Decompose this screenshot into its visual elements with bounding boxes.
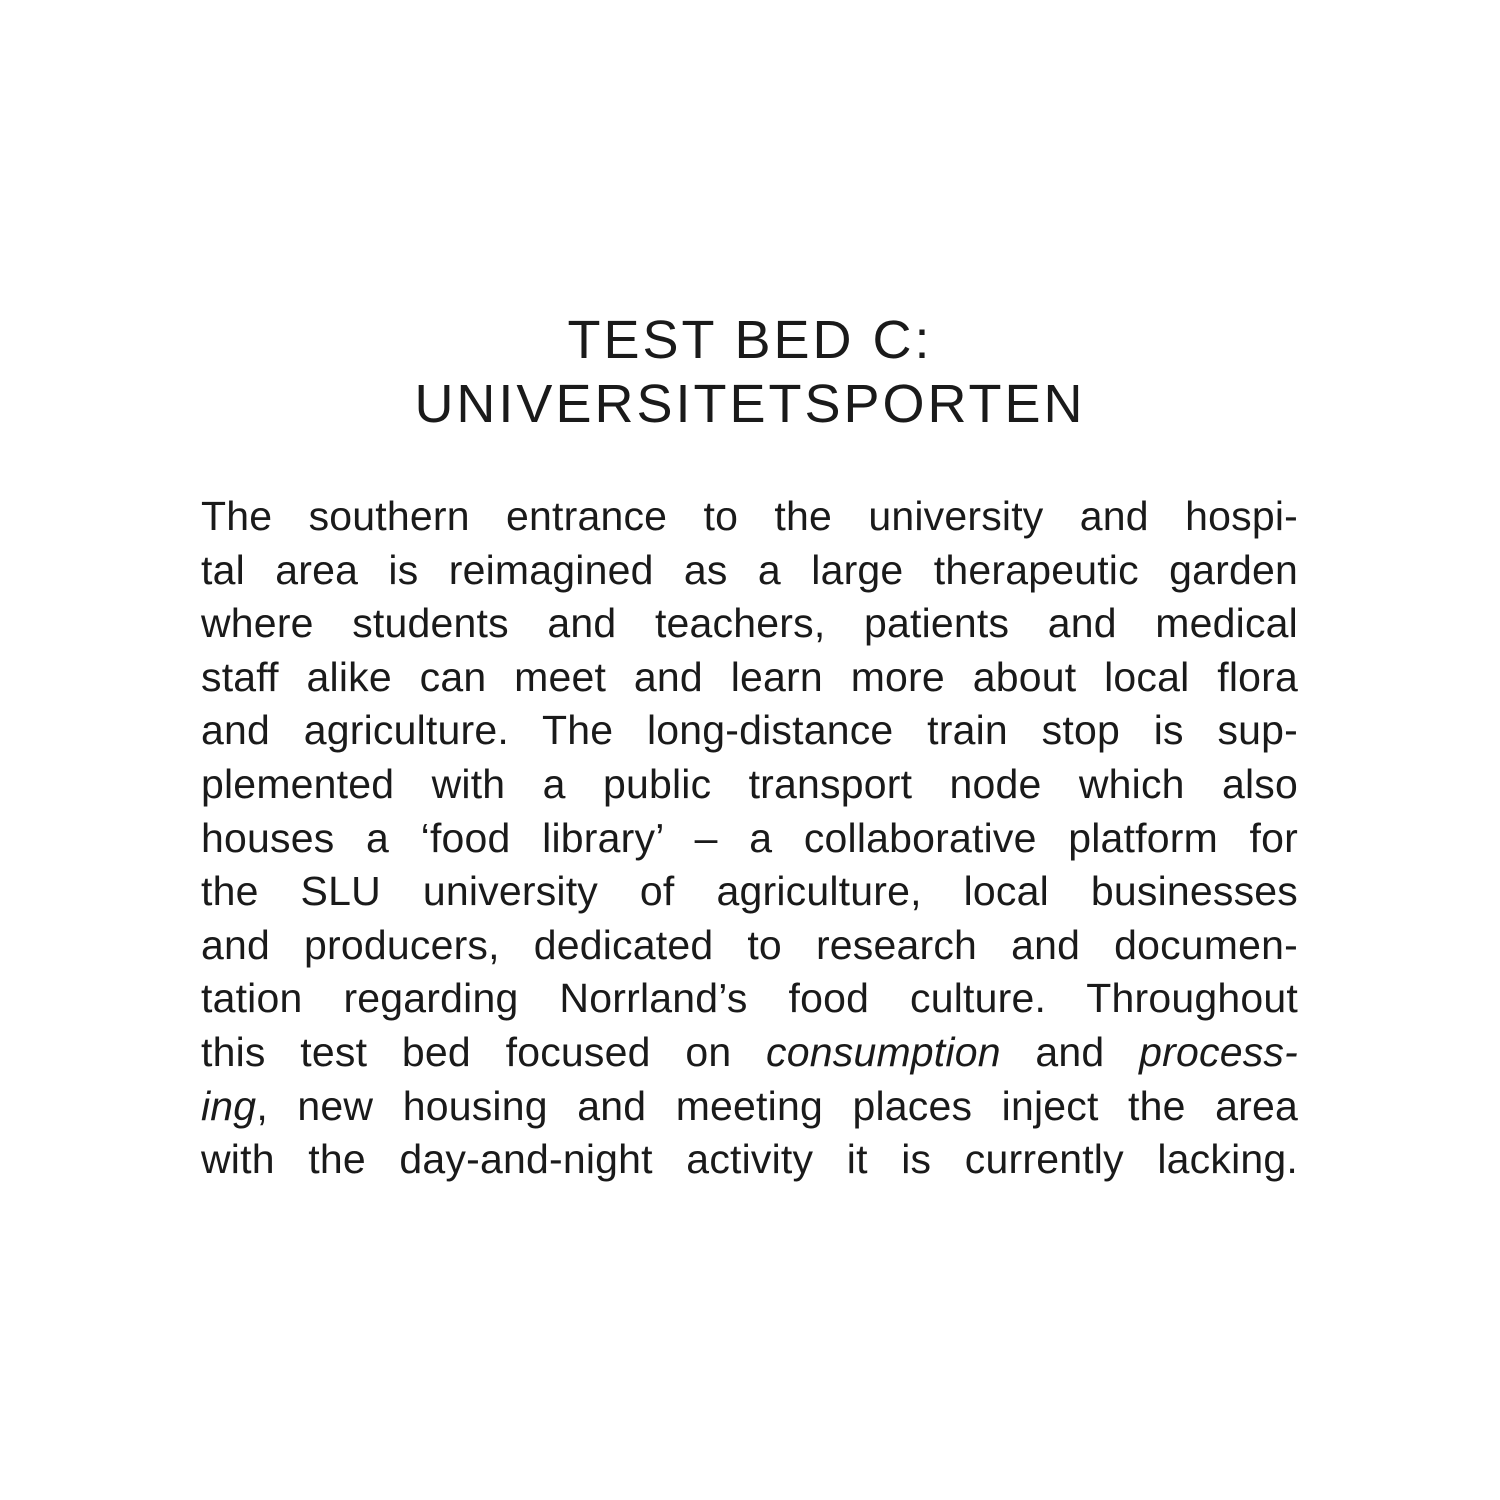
paragraph-line: staff alike can meet and learn more about local flora [201,653,1298,700]
line-text: , new housing and meeting places inject the area [256,1082,1298,1129]
paragraph-line: and agriculture. The long-distance train stop is sup- [201,707,1298,754]
paragraph-line [201,1080,1298,1134]
paragraph-line: with the day-and-night activity it is currently lacking. [201,1136,1298,1183]
emphasis-processing: process- [1139,1028,1298,1075]
line-text: and [1000,1028,1140,1075]
paragraph-line: houses a ‘food library’ – a collaborative platform for [201,814,1298,861]
paragraph-line: tation regarding Norrland’s food culture. Throughout [201,975,1298,1022]
paragraph-line [201,1026,1298,1080]
emphasis-consumption: consumption [766,1028,1001,1075]
title-line-1: TEST BED C: [567,310,933,370]
title-line-2: UNIVERSITETSPORTEN [414,374,1086,434]
paragraph-line: The southern entrance to the university and hospi- [201,493,1298,539]
paragraph-line: plemented with a public transport node which also [201,760,1298,807]
paragraph-line: where students and teachers, patients and medical [201,600,1298,647]
paragraph-line: tal area is reimagined as a large therapeutic garden [201,546,1298,593]
emphasis-processing-end: ing [201,1082,257,1129]
paragraph-line: and producers, dedicated to research and documen- [201,921,1298,968]
line-text: this test bed focused on [201,1028,767,1075]
page-title [0,308,1500,436]
paragraph-line: the SLU university of agriculture, local businesses [201,868,1298,915]
body-paragraph [201,490,1298,1187]
